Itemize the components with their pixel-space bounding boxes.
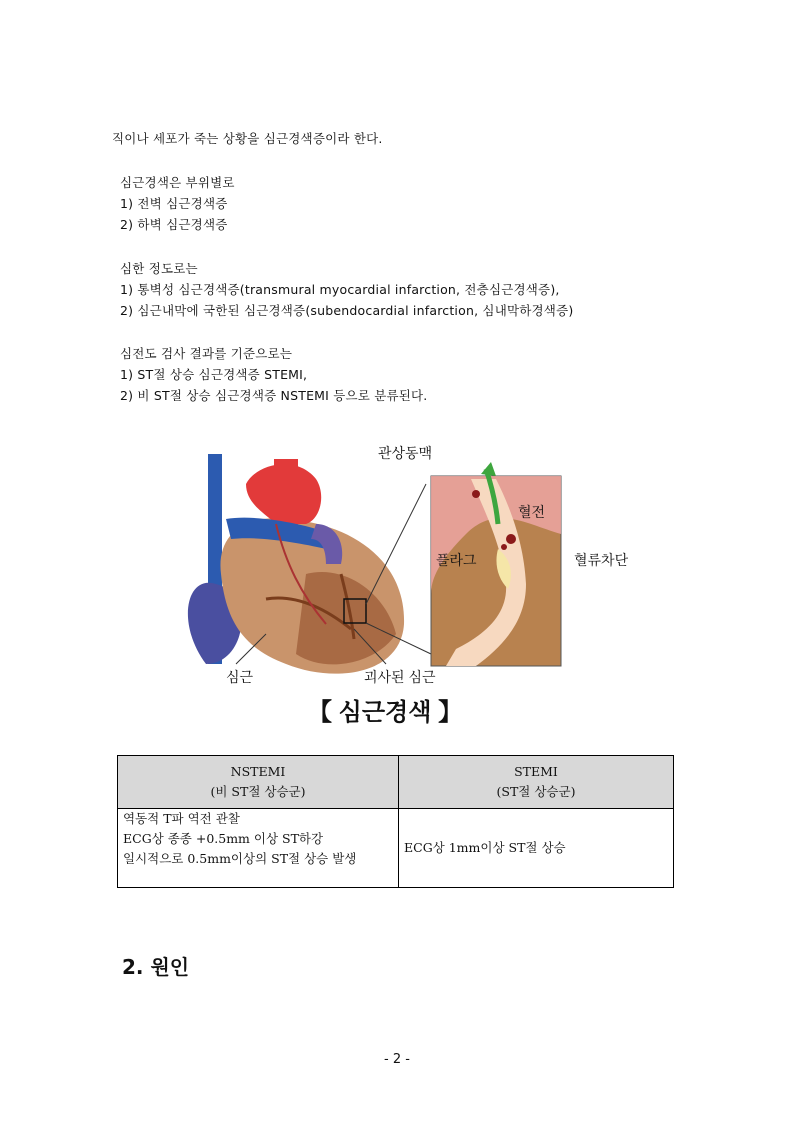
label-plaque: 플라그 <box>436 552 477 568</box>
label-clot: 혈전 <box>518 504 546 520</box>
nstemi-line-3: 일시적으로 0.5mm이상의 ST절 상승 발생 <box>123 851 357 866</box>
header-stemi-subtitle: (ST절 상승군) <box>496 784 576 799</box>
section-heading: 2. 원인 <box>122 955 190 979</box>
header-nstemi-title: NSTEMI <box>230 764 286 779</box>
intro-line: 직이나 세포가 죽는 상황을 심근경색증이라 한다. <box>112 131 383 146</box>
region-item-2: 2) 하벽 심근경색증 <box>120 217 228 232</box>
page-number: - 2 - <box>384 1052 410 1067</box>
nstemi-line-2: ECG상 종종 +0.5mm 이상 ST하강 <box>123 831 324 846</box>
cell-nstemi <box>118 809 399 888</box>
header-nstemi <box>118 756 399 809</box>
header-stemi-title: STEMI <box>514 764 558 779</box>
label-coronary-artery: 관상동맥 <box>378 445 433 461</box>
region-title: 심근경색은 부위별로 <box>120 175 235 190</box>
ecg-item-1: 1) ST절 상승 심근경색증 STEMI, <box>120 367 308 382</box>
severity-item-2: 2) 심근내막에 국한된 심근경색증(subendocardial infarction, 심내막하경색증) <box>120 303 574 318</box>
ecg-title: 심전도 검사 결과를 기준으로는 <box>120 346 293 361</box>
header-nstemi-subtitle: (비 ST절 상승군) <box>210 784 306 799</box>
nstemi-line-1: 역동적 T파 역전 관찰 <box>123 811 240 826</box>
stemi-line-1: ECG상 1mm이상 ST절 상승 <box>404 840 566 855</box>
label-muscle: 심근 <box>226 669 254 685</box>
figure-caption: 【 심근경색 】 <box>308 699 463 726</box>
severity-item-1: 1) 통벽성 심근경색증(transmural myocardial infarction, 전층심근경색증), <box>120 282 560 297</box>
heart-attack-illustration <box>126 424 674 736</box>
cell-stemi <box>399 809 674 888</box>
ecg-item-2: 2) 비 ST절 상승 심근경색증 NSTEMI 등으로 분류된다. <box>120 388 428 403</box>
header-stemi <box>399 756 674 809</box>
label-blocked-flow: 혈류차단 <box>574 552 629 568</box>
region-item-1: 1) 전벽 심근경색증 <box>120 196 228 211</box>
label-necrotic-muscle: 괴사된 심근 <box>364 669 436 685</box>
severity-title: 심한 정도로는 <box>120 261 198 276</box>
nstemi-stemi-table <box>117 755 674 888</box>
